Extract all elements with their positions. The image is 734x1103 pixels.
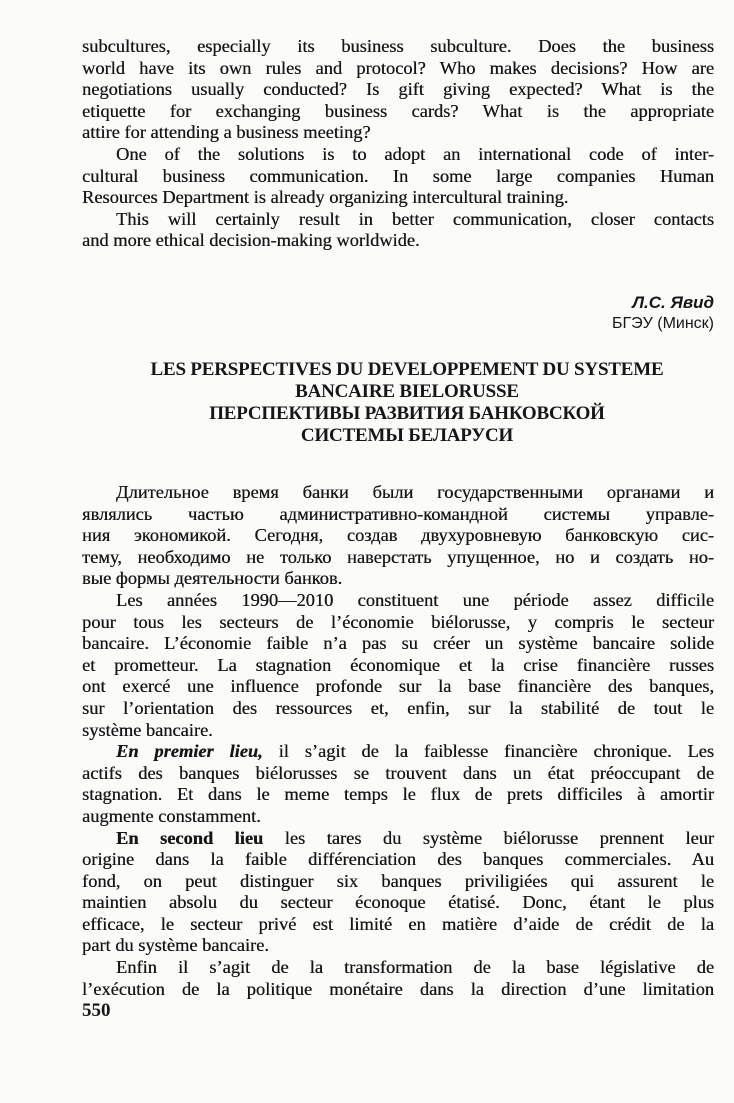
text-line: This will certainly result in better communication, closer contacts (116, 208, 714, 229)
text-line (82, 741, 714, 763)
article-body (82, 482, 714, 1000)
text-line: bancaire. L’économie faible n’a pas su créer un système bancaire solide (82, 633, 714, 654)
author-block (612, 292, 714, 335)
text-line: l’exécution de la politique monétaire dans la direction d’une limitation (82, 978, 714, 999)
text-line: тему, необходимо не только наверстать упущенное, но и создать но- (82, 546, 714, 567)
previous-article-ending (82, 36, 714, 252)
text-line: ont exercé une influence profonde sur la base financière des banques, (82, 676, 714, 697)
text-line: Enfin il s’agit de la transformation de la base législative de (116, 957, 714, 978)
title-line: BANCAIRE BIELORUSSE (295, 381, 519, 402)
text-line: etiquette for exchanging business cards? What is the appropriate (82, 100, 714, 121)
text-line (82, 828, 714, 850)
author-name: Л.С. Явид (632, 293, 714, 312)
text-line: stagnation. Et dans le meme temps le flux de prets difficiles à amortir (82, 784, 714, 805)
text-line: ния экономикой. Сегодня, создав двухуровневую банковскую сис- (82, 525, 714, 546)
text-line: Resources Department is already organizing intercultural training. (82, 187, 569, 208)
text-line: and more ethical decision-making worldwide. (82, 230, 420, 251)
text-line: pour tous les secteurs de l’économie biélorusse, y compris le secteur (82, 611, 714, 632)
text-line: cultural business communication. In some large companies Human (82, 165, 714, 186)
text-line: являлись частью административно-командной системы управле- (82, 503, 714, 524)
text-line: Длительное время банки были государственными органами и (116, 482, 714, 502)
author-affiliation: БГЭУ (Минск) (611, 315, 714, 332)
text-line: вые формы деятельности банков. (82, 568, 343, 589)
page-number: 550 (82, 1000, 111, 1021)
text-line: efficace, le secteur privé est limité en matière d’aide de crédit de la (82, 913, 714, 934)
text-line: augmente constamment. (82, 805, 261, 826)
text-line: sur l’orientation des ressources et, enfin, sur la stabilité de tout le (82, 697, 714, 718)
text-line: origine dans la faible différenciation des banques commerciales. Au (82, 849, 714, 870)
emphasis-lead: En premier lieu, (116, 741, 263, 762)
emphasis-lead: En second lieu (116, 827, 264, 848)
text-line: Les années 1990—2010 constituent une période assez difficile (116, 589, 714, 610)
text-line: actifs des banques biélorusses se trouvent dans un état préoccupant de (82, 762, 714, 783)
title-line: ПЕРСПЕКТИВЫ РАЗВИТИЯ БАНКОВСКОЙ (209, 403, 605, 424)
text-line: world have its own rules and protocol? Who makes decisions? How are (82, 57, 714, 78)
text-line: système bancaire. (82, 719, 213, 740)
text-line: subcultures, especially its business subculture. Does the business (82, 36, 714, 56)
text-span: les tares du système biélorusse prennent leur (263, 827, 714, 848)
text-line: negotiations usually conducted? Is gift giving expected? What is the (82, 79, 714, 100)
text-line: One of the solutions is to adopt an international code of inter- (116, 143, 714, 164)
text-span: il s’agit de la faiblesse financière chronique. Les (262, 741, 714, 762)
text-line: maintien absolu du secteur éconoque étatisé. Donc, étant le plus (82, 892, 714, 913)
article-title (82, 359, 732, 447)
title-line: LES PERSPECTIVES DU DEVELOPPEMENT DU SYSTEME (150, 359, 664, 380)
text-line: attire for attending a business meeting? (82, 122, 371, 143)
text-line: et prometteur. La stagnation économique et la crise financière russes (82, 654, 714, 675)
text-line: fond, on peut distinguer six banques priviligiées qui assurent le (82, 870, 714, 891)
title-line: СИСТЕМЫ БЕЛАРУСИ (300, 425, 514, 446)
text-line: part du système bancaire. (82, 935, 269, 956)
